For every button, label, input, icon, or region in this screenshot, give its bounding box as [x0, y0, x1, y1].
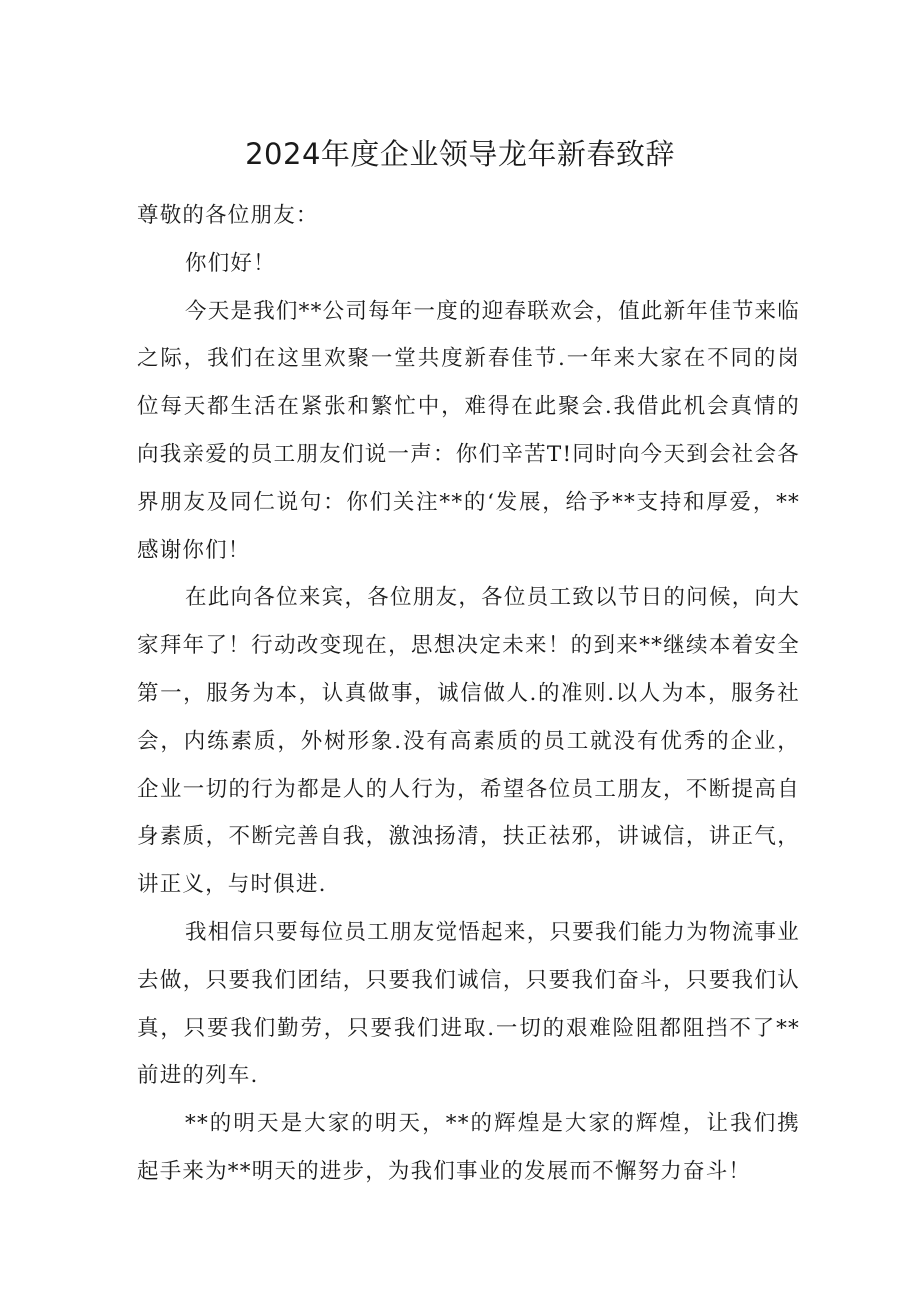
salutation: 尊敬的各位朋友：: [137, 203, 319, 228]
paragraph-4: **的明天是大家的明天，**的辉煌是大家的辉煌，让我们携起手来为**明天的进步，为我们事业的发展而不懈努力奋斗！: [137, 1111, 800, 1184]
paragraph-3: 我相信只要每位员工朋友觉悟起来，只要我们能力为物流事业去做，只要我们团结，只要我们诚信，只要我们奋斗，只要我们认真，只要我们勤劳，只要我们进取.一切的艰难险阻都阻挡不了**前进的列车.: [137, 919, 800, 1089]
paragraph-2: 在此向各位来宾，各位朋友，各位员工致以节日的问候，向大家拜年了！行动改变现在，思想决定未来！的到来**继续本着安全第一，服务为本，认真做事，诚信做人.的准则.以人为本，服务社会，内练素质，外树形象.没有高素质的员工就没有优秀的企业，企业一切的行为都是人的人行为，希望各位员工朋友，不断提高自身素质，不断完善自我，激浊扬清，扶正祛邪，讲诚信，讲正气，讲正义，与时俱进.: [137, 585, 800, 898]
document-body: [137, 192, 800, 1196]
document-title: 2024年度企业领导龙年新春致辞: [245, 137, 675, 171]
paragraph-1: 今天是我们**公司每年一度的迎春联欢会，值此新年佳节来临之际，我们在这里欢聚一堂共度新春佳节.一年来大家在不同的岗位每天都生活在紧张和繁忙中，难得在此聚会.我借此机会真情的向我亲爱的员工朋友们说一声：你们辛苦T!同时向今天到会社会各界朋友及同仁说句：你们关注**的‘发展，给予**支持和厚爱，**感谢你们！: [137, 298, 800, 563]
paragraph-greeting: 你们好！: [185, 250, 276, 276]
